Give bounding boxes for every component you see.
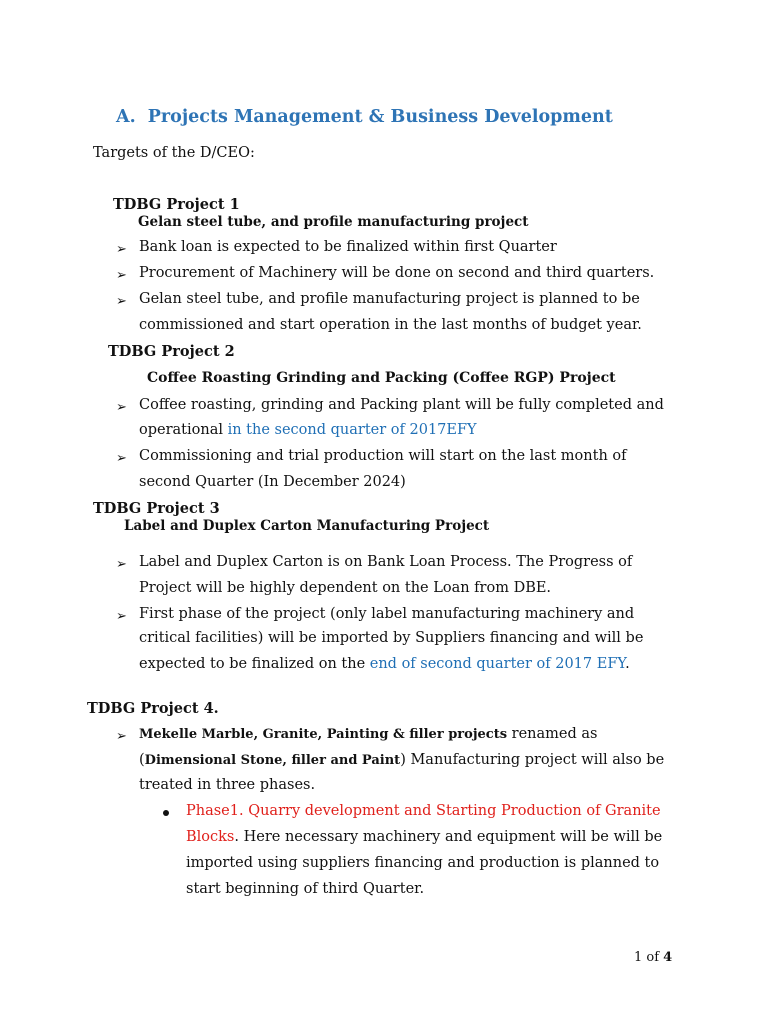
project-3-bullet-1-line-2: Project will be highly dependent on the Loan from DBE. — [139, 580, 552, 596]
phase-1-line-1: Phase1. Quarry development and Starting Production of Granite — [186, 803, 661, 819]
project-4-bullet-1-line-1: Mekelle Marble, Granite, Painting & filler projects renamed as — [139, 726, 598, 742]
project-3-bullet-1-line-1: Label and Duplex Carton is on Bank Loan Process. The Progress of — [139, 554, 633, 570]
project-2-bullet-1-line-2: operational in the second quarter of 2017EFY — [139, 422, 477, 438]
project-4-bullet-1-line-3: treated in three phases. — [139, 777, 316, 793]
project-3-title: TDBG Project 3 — [93, 500, 220, 517]
page-total: 4 — [663, 950, 673, 965]
project-1-subtitle: Gelan steel tube, and profile manufacturing project — [138, 214, 529, 230]
section-heading — [116, 107, 613, 127]
project-2-bullet-2-line-2: second Quarter (In December 2024) — [139, 474, 406, 490]
phase-1-line-4: start beginning of third Quarter. — [186, 881, 425, 897]
project-1-bullet-3-line-1: Gelan steel tube, and profile manufacturing project is planned to be — [139, 291, 640, 307]
highlight-text: end of second quarter of 2017 EFY — [369, 656, 626, 672]
project-4-bullet-1-line-2: (Dimensional Stone, filler and Paint) Manufacturing project will also be — [139, 752, 665, 768]
phase-1-line-2: Blocks. Here necessary machinery and equipment will be will be — [186, 829, 663, 845]
project-3-bullet-2-line-1: First phase of the project (only label manufacturing machinery and — [139, 606, 635, 622]
page-number — [634, 950, 672, 965]
arrowhead-bullet-icon: ➢ — [116, 268, 127, 283]
project-1-bullet-3-line-2: commissioned and start operation in the last months of budget year. — [139, 317, 642, 333]
highlight-text: in the second quarter of 2017EFY — [227, 422, 477, 438]
arrowhead-bullet-icon: ➢ — [116, 729, 127, 744]
arrowhead-bullet-icon: ➢ — [116, 400, 127, 415]
project-4-title: TDBG Project 4. — [87, 700, 219, 717]
section-letter: A. — [116, 107, 136, 127]
section-title: Projects Management & Business Development — [147, 107, 613, 127]
arrowhead-bullet-icon: ➢ — [116, 451, 127, 466]
arrowhead-bullet-icon: ➢ — [116, 294, 127, 309]
page-of: of — [646, 950, 660, 965]
phase-1-line-3: imported using suppliers financing and production is planned to — [186, 855, 660, 871]
project-2-bullet-1-line-1: Coffee roasting, grinding and Packing plant will be fully completed and — [139, 397, 664, 413]
project-2-title: TDBG Project 2 — [108, 343, 235, 360]
project-3-subtitle: Label and Duplex Carton Manufacturing Project — [124, 518, 490, 534]
project-2-bullet-2-line-1: Commissioning and trial production will start on the last month of — [139, 448, 627, 464]
arrowhead-bullet-icon: ➢ — [116, 609, 127, 624]
arrowhead-bullet-icon: ➢ — [116, 557, 127, 572]
project-1-bullet-2: Procurement of Machinery will be done on second and third quarters. — [139, 265, 655, 281]
intro-text: Targets of the D/CEO: — [93, 145, 255, 161]
project-1-title: TDBG Project 1 — [113, 196, 240, 213]
project-3-bullet-2-line-3: expected to be finalized on the end of second quarter of 2017 EFY. — [139, 656, 630, 672]
page-current: 1 — [634, 950, 643, 965]
project-3-bullet-2-line-2: critical facilities) will be imported by Suppliers financing and will be — [139, 630, 644, 646]
round-bullet-icon — [163, 810, 169, 816]
project-2-subtitle: Coffee Roasting Grinding and Packing (Coffee RGP) Project — [147, 370, 616, 386]
arrowhead-bullet-icon: ➢ — [116, 242, 127, 257]
project-1-bullet-1: Bank loan is expected to be finalized within first Quarter — [139, 239, 557, 255]
